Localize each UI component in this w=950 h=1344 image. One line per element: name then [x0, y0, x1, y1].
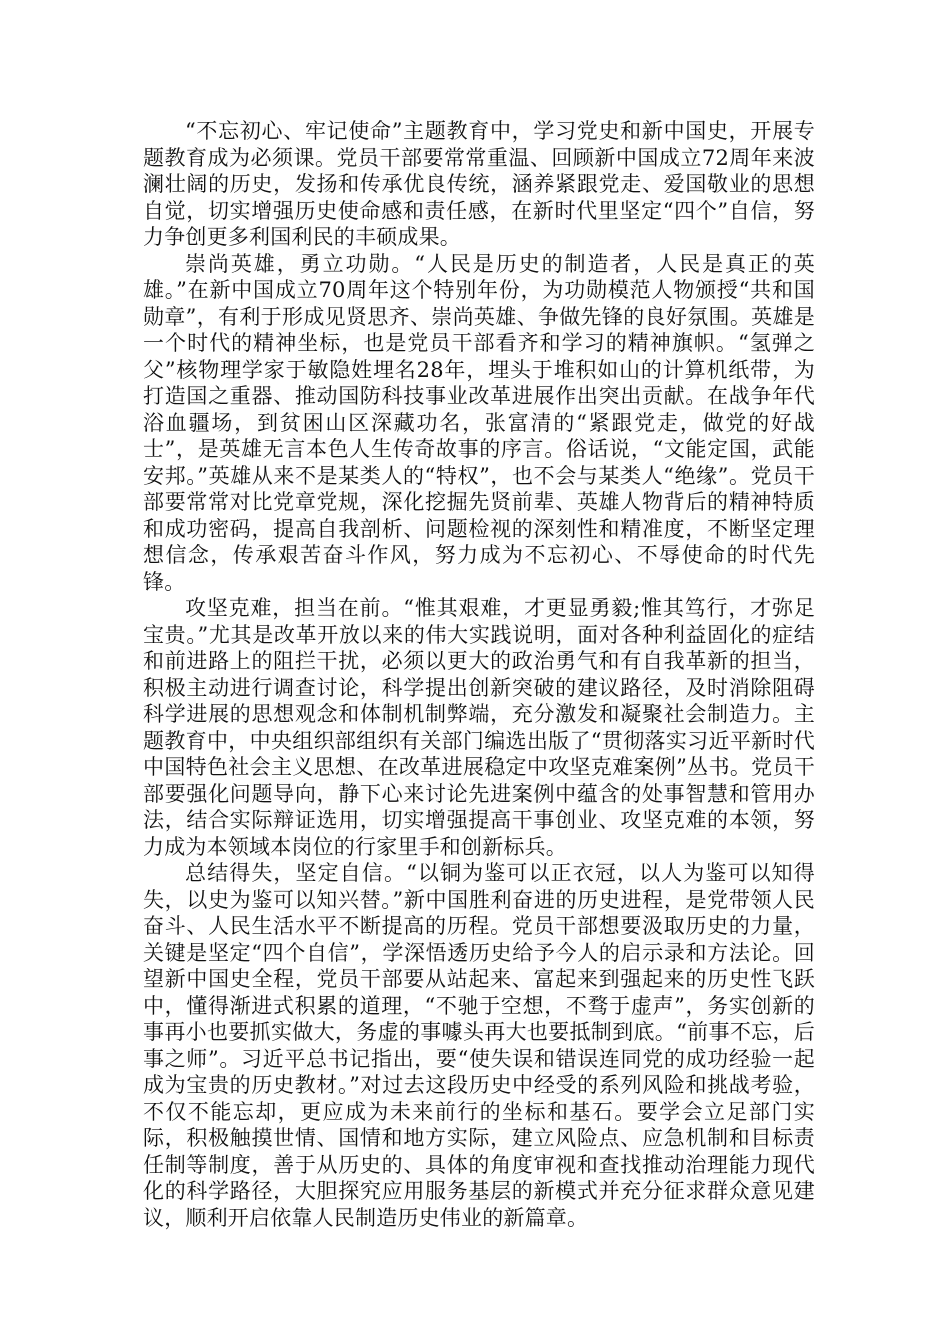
paragraph-challenges: 攻坚克难，担当在前。“惟其艰难，才更显勇毅;惟其笃行，才弥足宝贵。”尤其是改革开放以来的伟大实践说明，面对各种利益固化的症结和前进路上的阻拦干扰，必须以更大的政治勇气和有自我革新的担当，积极主动进行调查讨论，科学提出创新突破的建议路径，及时消除阻碍科学进展的思想观念和体制机制弊端，充分激发和凝聚社会制造力。主题教育中，中央组织部组织有关部门编选出版了“贯彻落实习近平新时代中国特色社会主义思想、在改革进展稳定中攻坚克难案例”丛书。党员干部要强化问题导向，静下心来讨论先进案例中蕴含的处事智慧和管用办法，结合实际辩证选用，切实增强提高干事创业、攻坚克难的本领，努力成为本领域本岗位的行家里手和创新标兵。 [143, 596, 815, 859]
paragraph-heroes: 崇尚英雄，勇立功勋。“人民是历史的制造者，人民是真正的英雄。”在新中国成立70周年这个特别年份，为功勋模范人物颁授“共和国勋章”，有利于形成见贤思齐、崇尚英雄、争做先锋的良好氛围。英雄是一个时代的精神坐标，也是党员干部看齐和学习的精神旗帜。“氢弹之父”核物理学家于敏隐姓埋名28年，埋头于堆积如山的计算机纸带，为打造国之重器、推动国防科技事业改革进展作出突出贡献。在战争年代浴血疆场，到贫困山区深藏功名，张富清的“紧跟党走，做党的好战士”，是英雄无言本色人生传奇故事的序言。俗话说，“文能定国，武能安邦。”英雄从来不是某类人的“特权”，也不会与某类人“绝缘”。党员干部要常常对比党章党规，深化挖掘先贤前辈、英雄人物背后的精神特质和成功密码，提高自我剖析、问题检视的深刻性和精准度，不断坚定理想信念，传承艰苦奋斗作风，努力成为不忘初心、不辱使命的时代先锋。 [143, 251, 815, 594]
paragraph-intro: “不忘初心、牢记使命”主题教育中，学习党史和新中国史，开展专题教育成为必须课。党员干部要常常重温、回顾新中国成立72周年来波澜壮阔的历史，发扬和传承优良传统，涵养紧跟党走、爱国敬业的思想自觉，切实增强历史使命感和责任感，在新时代里坚定“四个”自信，努力争创更多利国利民的丰硕成果。 [143, 119, 815, 249]
paragraph-summary: 总结得失，坚定自信。“以铜为鉴可以正衣冠，以人为鉴可以知得失，以史为鉴可以知兴替。”新中国胜利奋进的历史进程，是党带领人民奋斗、人民生活水平不断提高的历程。党员干部想要汲取历史的力量，关键是坚定“四个自信”，学深悟透历史给予今人的启示录和方法论。回望新中国史全程，党员干部要从站起来、富起来到强起来的历史性飞跃中，懂得渐进式积累的道理，“不驰于空想，不骛于虚声”，务实创新的事再小也要抓实做大，务虚的事噱头再大也要抵制到底。“前事不忘，后事之师”。习近平总书记指出，要“使失误和错误连同党的成功经验一起成为宝贵的历史教材。”对过去这段历史中经受的系列风险和挑战考验，不仅不能忘却，更应成为未来前行的坐标和基石。要学会立足部门实际，积极触摸世情、国情和地方实际，建立风险点、应急机制和目标责任制等制度，善于从历史的、具体的角度审视和查找推动治理能力现代化的科学路径，大胆探究应用服务基层的新模式并充分征求群众意见建议，顺利开启依靠人民制造历史伟业的新篇章。 [143, 861, 815, 1230]
document-body [143, 118, 815, 1231]
